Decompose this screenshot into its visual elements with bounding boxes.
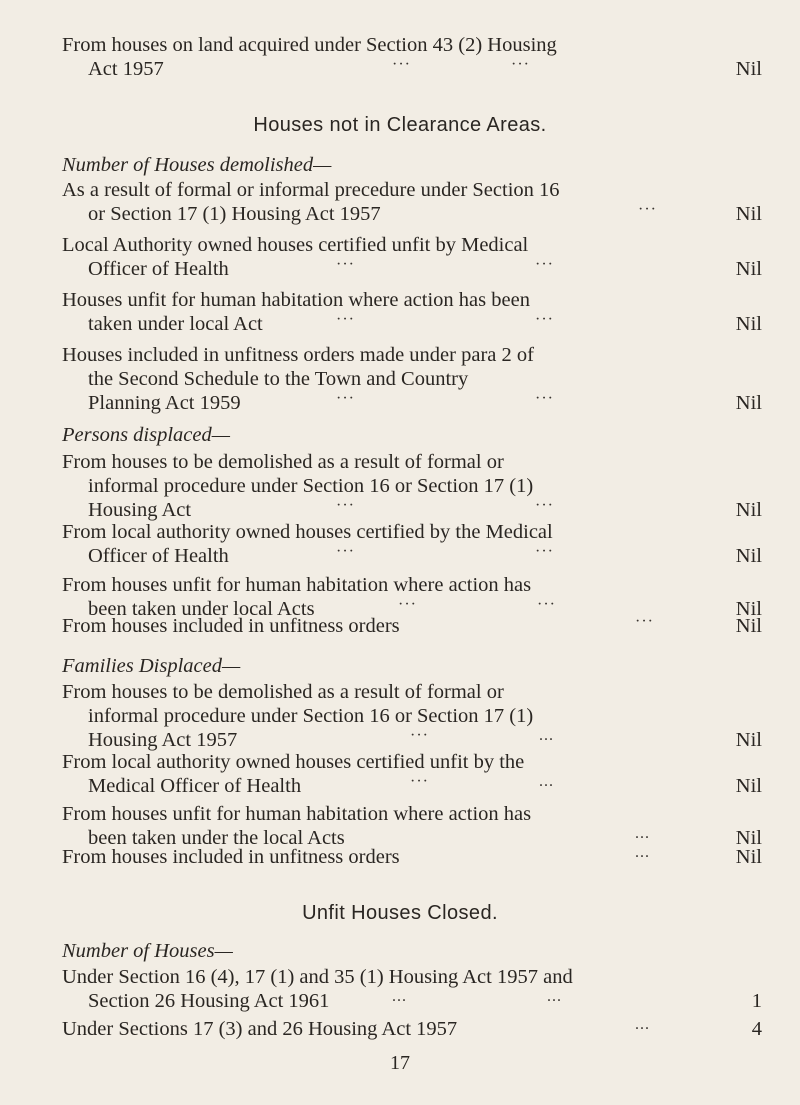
item-text: Under Section 16 (4), 17 (1) and 35 (1) Housing Act 1957 and [62, 966, 573, 988]
item-value: Nil [735, 313, 762, 335]
item-value: 4 [751, 1018, 762, 1040]
list-item [62, 750, 762, 798]
item-text: Section 26 Housing Act 1961 [88, 990, 330, 1012]
item-text: or Section 17 (1) Housing Act 1957 [88, 203, 381, 225]
subsection-title: Families Displaced— [62, 655, 241, 677]
item-text: Under Sections 17 (3) and 26 Housing Act 1957 [62, 1018, 458, 1040]
item-text: From houses to be demolished as a result of formal or [62, 451, 504, 473]
leader-dots: ··· ··· [392, 56, 530, 73]
list-item [62, 802, 762, 850]
item-text: As a result of formal or informal precedure under Section 16 [62, 179, 560, 201]
item-value: Nil [735, 827, 762, 849]
item-value: Nil [735, 615, 762, 637]
list-item [62, 288, 762, 336]
list-item [62, 680, 762, 752]
leader-dots: ··· ··· [336, 497, 554, 514]
item-value: Nil [735, 203, 762, 225]
list-item [62, 178, 762, 226]
leader-dots: ··· [638, 201, 657, 218]
leader-dots: ··· [635, 613, 654, 630]
item-value: Nil [735, 258, 762, 280]
item-value: Nil [735, 545, 762, 567]
leader-dots: ... [635, 825, 650, 842]
leader-dots: ··· ··· [336, 311, 554, 328]
item-text: From houses unfit for human habitation where action has [62, 574, 532, 596]
section-heading: Houses not in Clearance Areas. [253, 114, 547, 136]
entry-label: Act 1957 [88, 58, 164, 80]
item-text: Houses unfit for human habitation where action has been [62, 289, 530, 311]
leader-dots: ... ... [392, 988, 562, 1005]
item-text: Houses included in unfitness orders made under para 2 of [62, 344, 534, 366]
leader-dots: ... [635, 844, 650, 861]
item-value: Nil [735, 729, 762, 751]
item-text: informal procedure under Section 16 or Section 17 (1) [88, 475, 534, 497]
page-number: 17 [390, 1052, 410, 1074]
item-text: informal procedure under Section 16 or Section 17 (1) [88, 705, 534, 727]
item-text: been taken under local Acts [88, 598, 315, 620]
section-heading: Unfit Houses Closed. [302, 902, 498, 924]
item-value: Nil [735, 392, 762, 414]
subsection-title: Number of Houses— [62, 940, 233, 962]
leader-dots: ··· ··· [398, 596, 556, 613]
list-item [62, 450, 762, 522]
item-text: From local authority owned houses certified by the Medical [62, 521, 553, 543]
list-item [62, 233, 762, 281]
list-item [62, 965, 762, 1013]
entry-land-acquired [62, 33, 762, 81]
entry-value: Nil [735, 58, 762, 80]
item-text: From houses unfit for human habitation where action has [62, 803, 532, 825]
leader-dots: ··· ... [410, 773, 554, 790]
list-item [62, 845, 762, 869]
list-item [62, 614, 762, 638]
leader-dots: ··· ··· [336, 390, 554, 407]
item-text: the Second Schedule to the Town and Country [88, 368, 469, 390]
item-value: Nil [735, 846, 762, 868]
entry-label: From houses on land acquired under Section 43 (2) Housing [62, 34, 557, 56]
item-text: Housing Act [88, 499, 192, 521]
item-text: From houses included in unfitness orders [62, 846, 400, 868]
item-text: From houses to be demolished as a result of formal or [62, 681, 504, 703]
item-text: been taken under the local Acts [88, 827, 345, 849]
list-item [62, 520, 762, 568]
leader-dots: ··· ··· [336, 256, 554, 273]
leader-dots: ... [635, 1016, 650, 1033]
item-text: Planning Act 1959 [88, 392, 241, 414]
leader-dots: ··· ··· [336, 543, 554, 560]
subsection-title: Number of Houses demolished— [62, 154, 332, 176]
item-text: Medical Officer of Health [88, 775, 302, 797]
leader-dots: ··· ... [410, 727, 554, 744]
subsection-title: Persons displaced— [62, 424, 230, 446]
list-item [62, 343, 762, 415]
item-text: Officer of Health [88, 258, 229, 280]
item-value: 1 [751, 990, 762, 1012]
item-text: Officer of Health [88, 545, 229, 567]
item-text: From houses included in unfitness orders [62, 615, 400, 637]
item-text: Housing Act 1957 [88, 729, 238, 751]
item-text: taken under local Act [88, 313, 263, 335]
item-value: Nil [735, 499, 762, 521]
item-value: Nil [735, 598, 762, 620]
item-text: Local Authority owned houses certified unfit by Medical [62, 234, 529, 256]
item-value: Nil [735, 775, 762, 797]
item-text: From local authority owned houses certified unfit by the [62, 751, 525, 773]
list-item [62, 1017, 762, 1041]
